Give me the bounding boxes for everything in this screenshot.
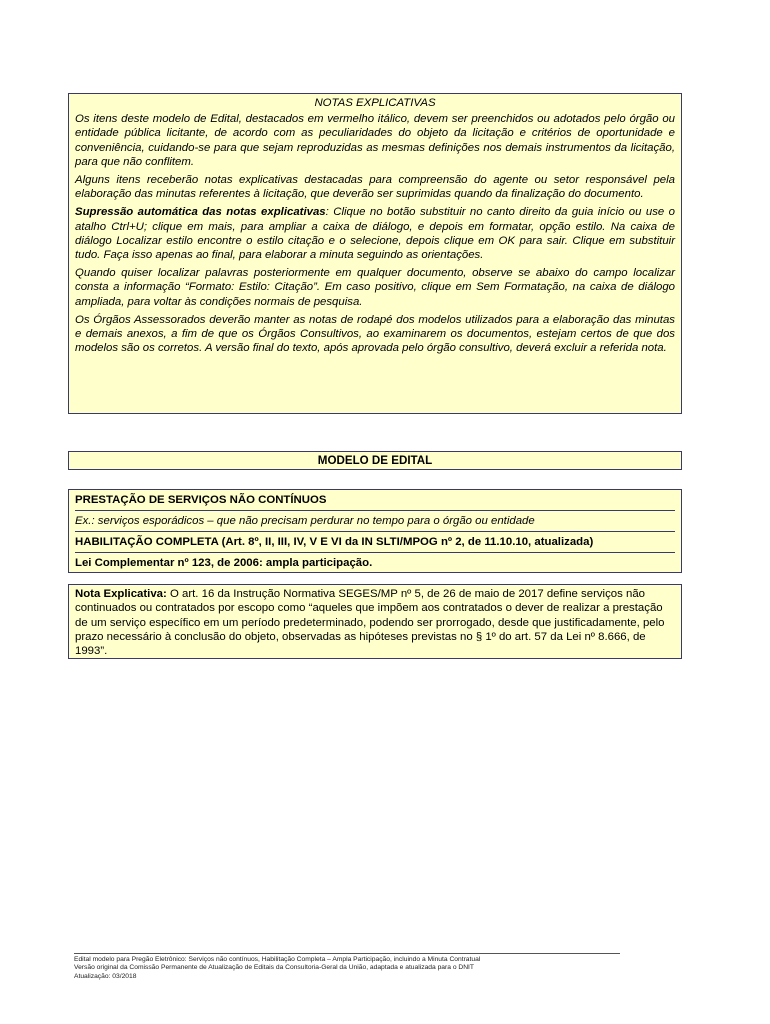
note-paragraph-4: Quando quiser localizar palavras posteriormente em qualquer documento, observe se abaixo do campo localizar consta a informação “Formato: Estilo: Citação”. Em caso positivo, clique em Sem Formatação, na caixa de diálogo ampliada, para voltar às condições normais de pesquisa. [75, 267, 675, 308]
notas-explicativas-title: NOTAS EXPLICATIVAS [314, 97, 436, 109]
prestacao-example: Ex.: serviços esporádicos – que não precisam perdurar no tempo para o órgão ou entidade [75, 511, 675, 532]
note-paragraph-3 [75, 205, 675, 262]
habilitacao-line: HABILITAÇÃO COMPLETA (Art. 8º, II, III, IV, V E VI da IN SLTI/MPOG nº 2, de 11.10.10, atualizada) [75, 532, 675, 553]
note-paragraph-3-rest: : Clique no botão substituir no canto direito da guia início ou use o atalho Ctrl+U; clique em mais, para ampliar a caixa de diálogo, e depois em formatar, opção estilo. Na caixa de diálogo Localizar estilo encontre o estilo citação e o selecione, depois clique em OK para sair. Clique em substituir tudo. Faça isso apenas ao final, para elaborar a minuta seguindo as orientações. [75, 206, 675, 262]
footer-line-1: Edital modelo para Pregão Eletrônico: Serviços não contínuos, Habilitação Completa – Ampla Participação, incluindo a Minuta Contratual [74, 956, 481, 963]
modelo-de-edital-box: MODELO DE EDITAL [68, 451, 682, 470]
note-paragraph-2: Alguns itens receberão notas explicativas destacadas para compreensão do agente ou setor responsável pela elaboração das minutas referentes à licitação, que deverão ser suprimidas quando da finalização do documento. [75, 174, 675, 201]
nota-explicativa-box [68, 584, 682, 659]
nota-explicativa-text [75, 587, 675, 658]
page-footer [74, 956, 674, 981]
footer-line-3: Atualização: 03/2018 [74, 972, 137, 980]
note-paragraph-5: Os Órgãos Assessorados deverão manter as notas de rodapé dos modelos utilizados para a elaboração das minutas e demais anexos, a fim de que os Órgãos Consultivos, ao examinarem os documentos, estejam certos de que dos modelos são os corretos. A versão final do texto, após aprovada pelo órgão consultivo, deverá excluir a referida nota. [75, 313, 675, 355]
note-paragraph-1: Os itens deste modelo de Edital, destacados em vermelho itálico, devem ser preenchidos ou adotados pelo órgão ou entidade pública licitante, de acordo com as peculiaridades do objeto da licitação e critérios de oportunidade e conveniência, cuidando-se para que sejam reproduzidas as mesmas definições nos demais instrumentos da licitação, para que não conflitem. [75, 113, 675, 168]
notas-explicativas-box [68, 93, 682, 414]
note-paragraph-3-bold: Supressão automática das notas explicativas [75, 206, 326, 219]
prestacao-servicos-box [68, 489, 682, 573]
prestacao-heading: PRESTAÇÃO DE SERVIÇOS NÃO CONTÍNUOS [75, 490, 675, 511]
footer-line-2: Versão original da Comissão Permanente de Atualização de Editais da Consultoria-Geral da União, adaptada e atualizada para o DNIT [74, 964, 475, 972]
nota-explicativa-body: O art. 16 da Instrução Normativa SEGES/MP nº 5, de 26 de maio de 2017 define serviços não continuados ou contratados por escopo como “aqueles que impõem aos contratados o dever de realizar a prestação de um serviço específico em um período predeterminado, podendo ser prorrogado, desde que justificadamente, pelo prazo necessário à conclusão do objeto, observadas as hipóteses previstas no § 1º do art. 57 da Lei nº 8.666, de 1993”. [75, 588, 665, 658]
footer-divider [74, 953, 620, 954]
nota-explicativa-label: Nota Explicativa: [75, 588, 167, 600]
lei-complementar-line: Lei Complementar nº 123, de 2006: ampla participação. [75, 557, 373, 569]
